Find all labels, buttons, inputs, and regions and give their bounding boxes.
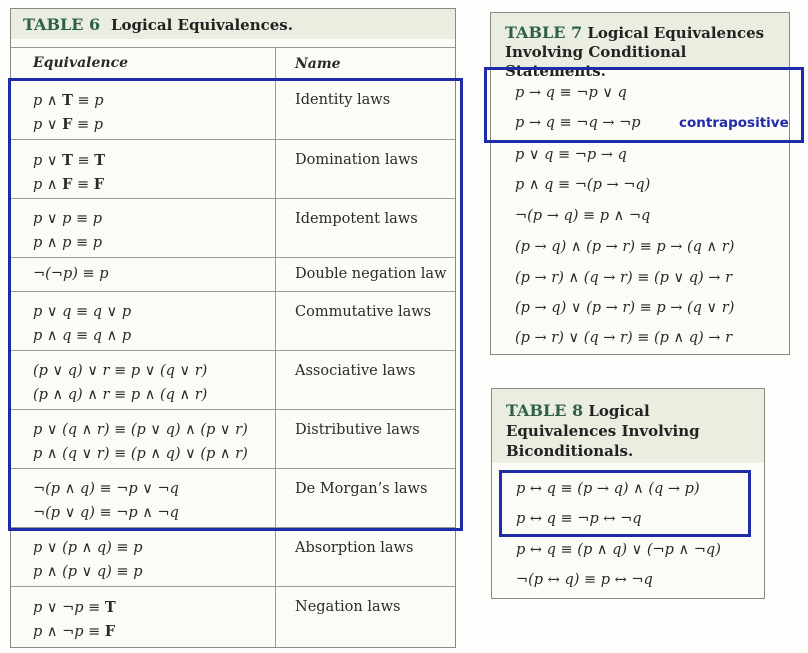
equivalence-line: p → q ≡ ¬p ∨ q [515, 85, 627, 101]
equivalence-line: p ∨ (q ∧ r) ≡ (p ∨ q) ∧ (p ∨ r) [33, 422, 248, 438]
law-name: De Morgan’s laws [295, 481, 428, 497]
equivalence-line: (p ∨ q) ∨ r ≡ p ∨ (q ∨ r) [33, 363, 208, 379]
equivalence-line: p ↔ q ≡ ¬p ↔ ¬q [516, 511, 642, 527]
table8-highlight-box [499, 470, 751, 537]
table-row [11, 527, 455, 586]
equivalence-line: ¬(p ∨ q) ≡ ¬p ∧ ¬q [33, 505, 179, 521]
equivalence-line: ¬(p ↔ q) ≡ p ↔ ¬q [516, 572, 653, 588]
law-name: Absorption laws [295, 540, 414, 556]
equivalence-line: p ∧ T ≡ p [33, 92, 104, 109]
equivalence-line: p ∧ p ≡ p [33, 235, 103, 251]
table7-number: TABLE 7 [505, 23, 583, 42]
law-name: Double negation law [295, 266, 447, 282]
table8-title-line3: Biconditionals. [506, 442, 634, 460]
table7-title-line2: Involving Conditional Statements. [505, 43, 687, 80]
equivalence-line: p ∧ q ≡ q ∧ p [33, 328, 132, 344]
column-header-name: Name [295, 56, 341, 72]
equivalence-line: p ∨ q ≡ ¬p → q [515, 147, 627, 163]
equivalence-line: p ∨ T ≡ T [33, 152, 106, 169]
table6-header [11, 9, 455, 39]
equivalence-line: p → q ≡ ¬q → ¬p [515, 115, 641, 131]
table6-highlight-box [8, 78, 463, 531]
equivalence-line: p ∧ q ≡ ¬(p → ¬q) [515, 177, 651, 193]
equivalence-line: p ∨ q ≡ q ∨ p [33, 304, 132, 320]
table6-title: Logical Equivalences. [111, 16, 293, 34]
table7-header [491, 13, 789, 80]
table8-number: TABLE 8 [506, 401, 584, 420]
equivalence-line: (p → q) ∨ (p → r) ≡ p → (q ∨ r) [515, 300, 735, 316]
equivalence-line: p ∧ (p ∨ q) ≡ p [33, 564, 143, 580]
equivalence-line: p ∧ F ≡ F [33, 176, 105, 193]
law-name: Domination laws [295, 152, 419, 168]
column-header-equivalence: Equivalence [33, 55, 128, 71]
law-name: Identity laws [295, 92, 391, 108]
equivalence-line: (p ∧ q) ∧ r ≡ p ∧ (q ∧ r) [33, 387, 208, 403]
table6-column-headers [11, 47, 455, 78]
law-name: Commutative laws [295, 304, 432, 320]
equivalence-line: p ∨ p ≡ p [33, 211, 103, 227]
equivalence-line: (p → r) ∨ (q → r) ≡ (p ∧ q) → r [515, 330, 732, 346]
equivalence-line: p ∧ ¬p ≡ F [33, 623, 116, 640]
law-name: Distributive laws [295, 422, 420, 438]
table8-title [506, 401, 700, 461]
table-row [11, 586, 455, 647]
equivalence-line: p ↔ q ≡ (p → q) ∧ (q → p) [516, 481, 700, 497]
equivalence-line: p ∨ ¬p ≡ T [33, 599, 116, 616]
equivalence-line: ¬(p → q) ≡ p ∧ ¬q [515, 208, 651, 224]
law-name: Associative laws [295, 363, 416, 379]
equivalence-line: ¬(p ∧ q) ≡ ¬p ∨ ¬q [33, 481, 179, 497]
equivalence-line: (p → q) ∧ (p → r) ≡ p → (q ∧ r) [515, 239, 735, 255]
table8-header [492, 389, 764, 463]
table8-title-line2: Equivalences Involving [506, 422, 700, 440]
table7-title-line1: Logical Equivalences [587, 24, 765, 42]
law-name: Idempotent laws [295, 211, 418, 227]
equivalence-line: ¬(¬p) ≡ p [33, 266, 109, 282]
table7-highlight-box [484, 67, 804, 143]
law-name: Negation laws [295, 599, 401, 615]
contrapositive-annotation: contrapositive [679, 115, 789, 131]
equivalence-line: p ∧ (q ∨ r) ≡ (p ∧ q) ∨ (p ∧ r) [33, 446, 248, 462]
table6-number: TABLE 6 [23, 15, 101, 34]
equivalence-line: p ∨ F ≡ p [33, 116, 104, 133]
equivalence-line: p ↔ q ≡ (p ∧ q) ∨ (¬p ∧ ¬q) [516, 542, 721, 558]
equivalence-line: (p → r) ∧ (q → r) ≡ (p ∨ q) → r [515, 270, 732, 286]
equivalence-line: p ∨ (p ∧ q) ≡ p [33, 540, 143, 556]
table7 [490, 12, 790, 355]
table8-title-line1: Logical [588, 402, 650, 420]
